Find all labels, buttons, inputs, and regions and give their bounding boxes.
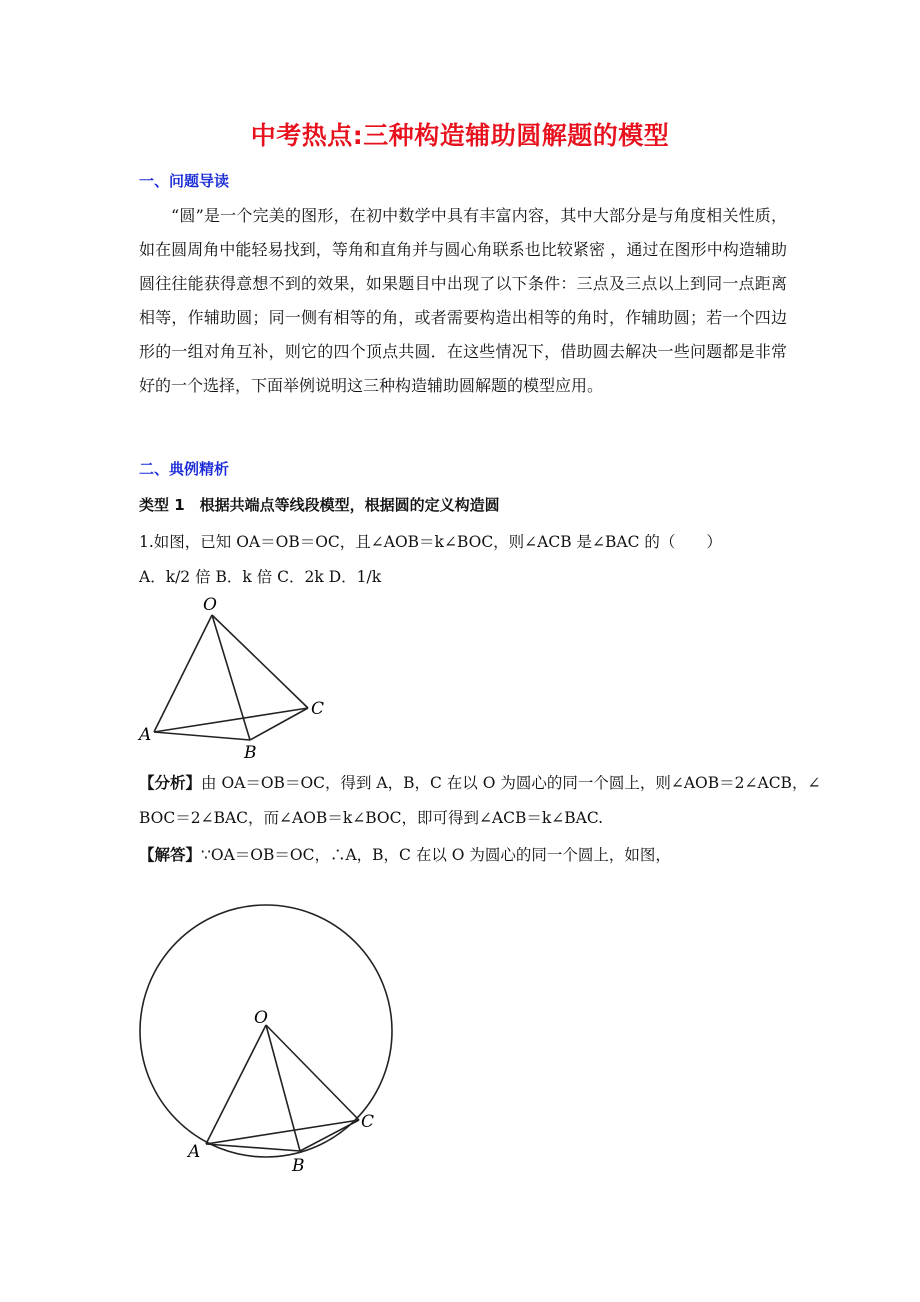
type1-heading: 类型 1 根据共端点等线段模型，根据圆的定义构造圆 xyxy=(139,496,500,514)
question-1: 1.如图，已知 OA＝OB＝OC，且∠AOB＝k∠BOC，则∠ACB 是∠BAC 的（ ） xyxy=(139,533,722,551)
label-a: A xyxy=(139,725,152,745)
figure-triangle xyxy=(130,590,340,765)
question-1-options: A．k/2 倍 B．k 倍 C．2k D．1/k xyxy=(139,568,382,586)
analysis-line-2: BOC＝2∠BAC，而∠AOB＝k∠BOC，即可得到∠ACB＝k∠BAC. xyxy=(139,809,604,827)
answer-text: ∵OA＝OB＝OC，∴A，B，C 在以 O 为圆心的同一个圆上，如图， xyxy=(201,846,671,864)
label-b: B xyxy=(244,743,257,763)
answer-line xyxy=(139,843,671,865)
section-heading-examples: 二、典例精析 xyxy=(139,460,230,478)
page-title: 中考热点:三种构造辅助圆解题的模型 xyxy=(250,121,670,150)
intro-paragraph: “圆”是一个完美的图形，在初中数学中具有丰富内容，其中大部分是与角度相关性质，如在圆周角中能轻易找到，等角和直角并与圆心角联系也比较紧密 ，通过在图形中构造辅助圆往往能获得意想不到的效果，如果题目中出现了以下条件：三点及三点以上到同一点距离相等，作辅助圆；同一侧有相等的角，或者需要构造出相等的角时，作辅助圆；若一个四边形的一组对角互补，则它的四个顶点共圆．在这些情况下，借助圆去解决一些问题都是非常好的一个选择，下面举例说明这三种构造辅助圆解题的模型应用。 xyxy=(139,206,787,395)
label-a: A xyxy=(188,1142,201,1162)
label-b: B xyxy=(292,1156,305,1176)
label-c: C xyxy=(311,699,325,719)
analysis-line-1 xyxy=(139,771,820,793)
answer-label: 【解答】 xyxy=(139,845,202,864)
analysis-text-1: 由 OA＝OB＝OC，得到 A，B，C 在以 O 为圆心的同一个圆上，则∠AOB＝2∠ACB，∠ xyxy=(201,774,821,792)
section-heading-intro: 一、问题导读 xyxy=(139,172,230,190)
label-c: C xyxy=(361,1112,375,1132)
label-o: O xyxy=(254,1008,268,1028)
figure-circle xyxy=(130,895,400,1180)
label-o: O xyxy=(203,595,217,615)
analysis-label: 【分析】 xyxy=(139,773,202,792)
